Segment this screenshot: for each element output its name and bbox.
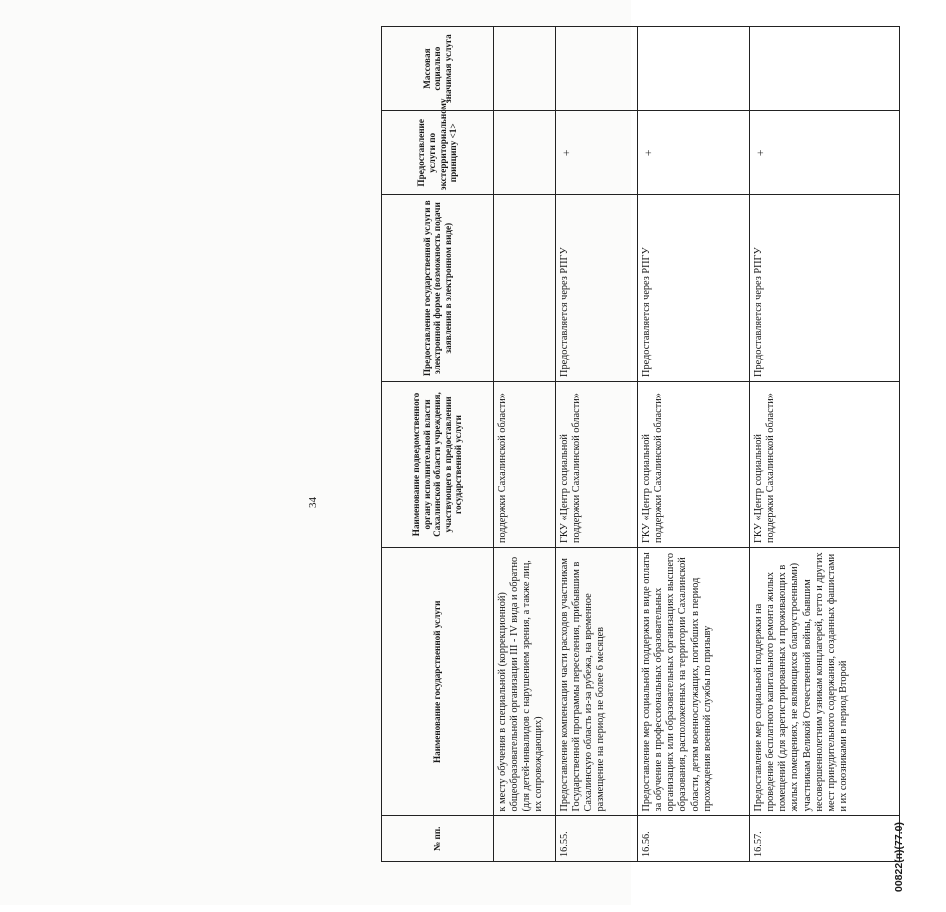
page-number: 34 xyxy=(307,497,319,508)
row-name: к месту обучения в специальной (коррекционной) общеобразовательной организации III - IV вида и обратно (для детей-инвалидов с нарушением зрения, а также лиц, их сопровождающих) xyxy=(494,548,556,816)
row-org: ГКУ «Центр социальной поддержки Сахалинской области» xyxy=(556,381,638,547)
services-table xyxy=(381,26,900,862)
header-electronic: Предоставление государственной услуги в электронной форме (возможность подачи заявления в электронном виде) xyxy=(382,195,494,382)
row-name: Предоставление компенсации части расходов участникам Государственной программы переселения, прибывшим в Сахалинскую область из-за рубежа, на временное размещение на период не более 6 месяцев xyxy=(556,548,638,816)
row-extraterritorial: + xyxy=(556,111,638,195)
document-footer-code: 00822(п)(77.0) xyxy=(893,822,905,892)
row-electronic xyxy=(494,195,556,382)
row-mass xyxy=(556,27,638,111)
row-num: 16.55. xyxy=(556,816,638,862)
header-name: Наименование государственной услуги xyxy=(382,548,494,816)
table-row xyxy=(556,27,638,862)
row-num: 16.56. xyxy=(638,816,750,862)
row-mass xyxy=(494,27,556,111)
table-header-row xyxy=(382,27,494,862)
table-row xyxy=(494,27,556,862)
row-org: ГКУ «Центр социальной поддержки Сахалинской области» xyxy=(638,381,750,547)
row-mass xyxy=(638,27,750,111)
row-electronic: Предоставляется через РПГУ xyxy=(556,195,638,382)
table-row xyxy=(750,27,900,862)
row-name: Предоставление мер социальной поддержки в виде оплаты за обучение в профессиональных образовательных организациях или образовательных организациях высшего образования, расположенных на территории Сахалинской области, детям военнослужащих, погибших в период прохождения военной службы по призыву xyxy=(638,548,750,816)
row-org: поддержки Сахалинской области» xyxy=(494,381,556,547)
row-electronic: Предоставляется через РПГУ xyxy=(638,195,750,382)
row-num: 16.57. xyxy=(750,816,900,862)
header-num: № пп. xyxy=(382,816,494,862)
row-extraterritorial: + xyxy=(638,111,750,195)
row-num xyxy=(494,816,556,862)
row-electronic: Предоставляется через РПГУ xyxy=(750,195,900,382)
row-name: Предоставление мер социальной поддержки на проведение бесплатного капитального ремонта жилых помещений (для зарегистрированных и проживающих в жилых помещениях, не являющихся благоустроенными) участникам Великой Отечественной войны, бывшим несовершеннолетним узникам концлагерей, гетто и других мест принудительного содержания, созданных фашистами и их союзниками в период Второй xyxy=(750,548,900,816)
header-org: Наименование подведомственного органу исполнительной власти Сахалинской области учреждения, участвующего в предоставлении государственной услуги xyxy=(382,381,494,547)
row-extraterritorial: + xyxy=(750,111,900,195)
row-org: ГКУ «Центр социальной поддержки Сахалинской области» xyxy=(750,381,900,547)
table-row xyxy=(638,27,750,862)
rotated-page-content xyxy=(307,7,946,912)
header-extraterritorial: Предоставление услуги по экстерриториальному принципу <1> xyxy=(382,111,494,195)
row-mass xyxy=(750,27,900,111)
header-mass: Массовая социально значимая услуга xyxy=(382,27,494,111)
row-extraterritorial xyxy=(494,111,556,195)
